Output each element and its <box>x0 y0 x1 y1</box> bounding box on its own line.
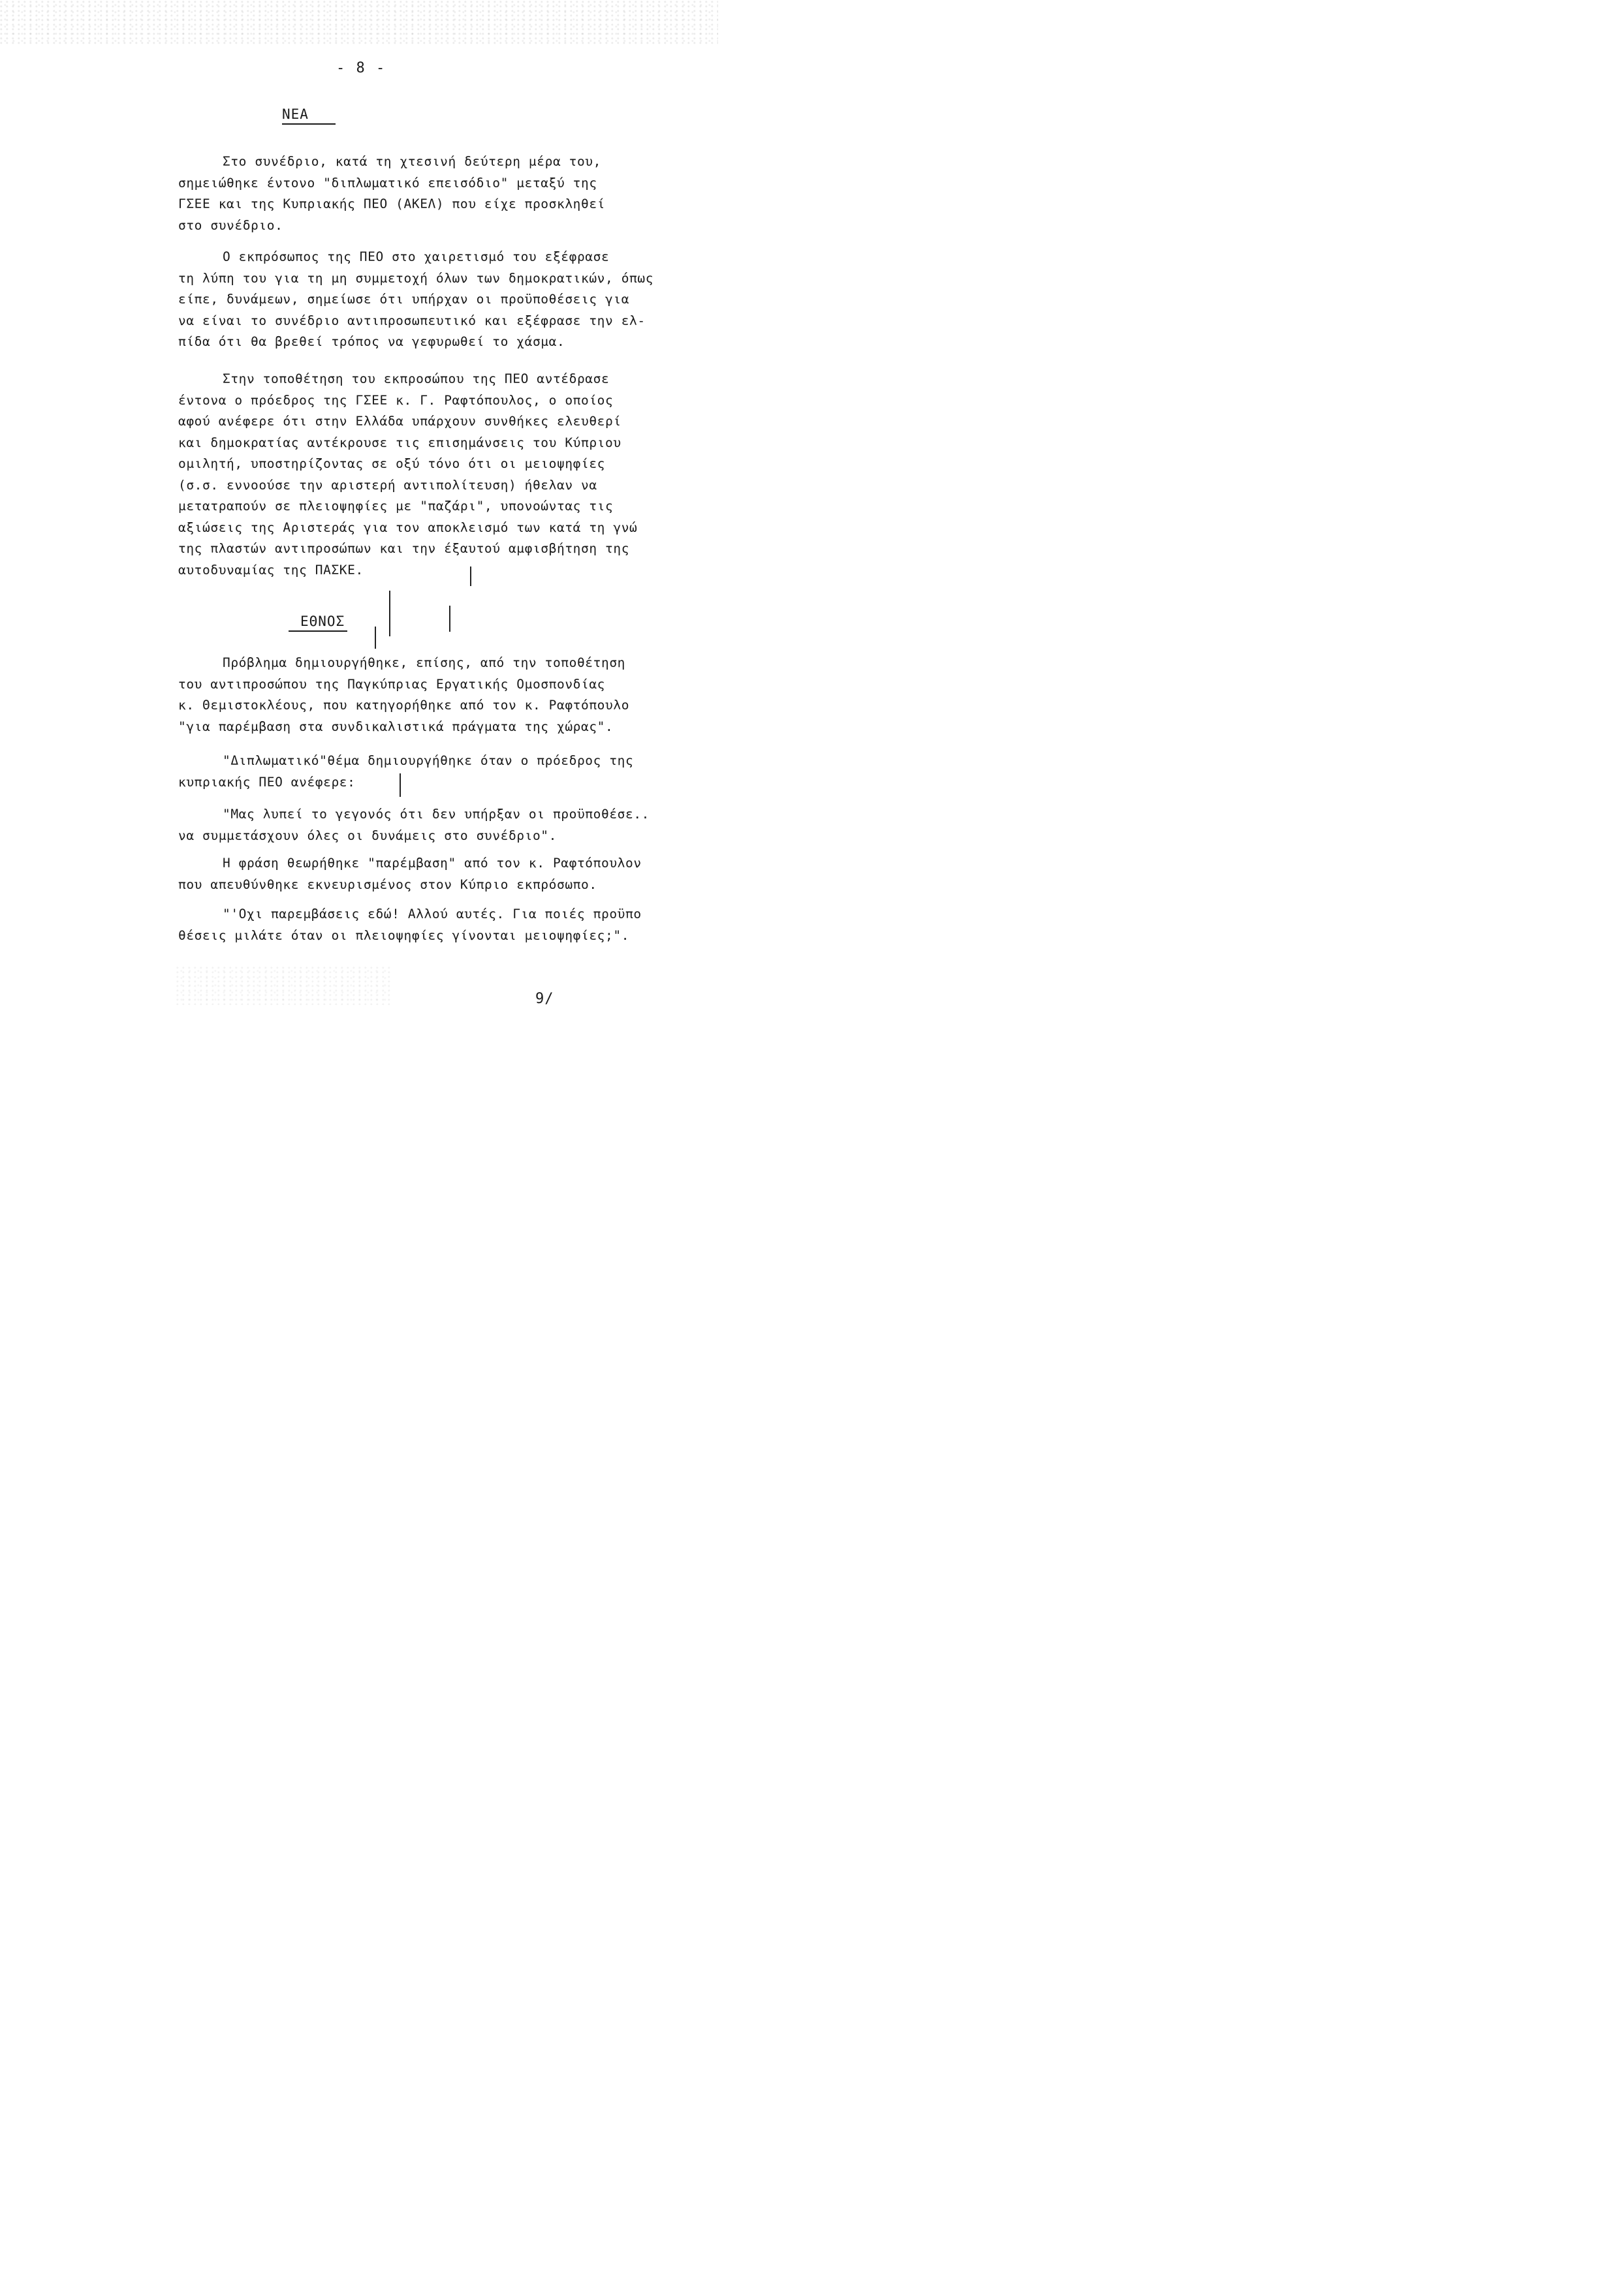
scan-noise-bottom <box>176 966 392 1005</box>
scan-noise-top <box>0 0 718 46</box>
text-line: του αντιπροσώπου της Παγκύπριας Εργατικής Ομοσπονδίας <box>178 676 606 692</box>
continuation-marker: 9/ <box>535 991 554 1007</box>
text-line: που απευθύνθηκε εκνευρισμένος στον Κύπριο εκπρόσωπο. <box>178 877 597 892</box>
heading-underline <box>289 630 347 632</box>
text-line: θέσεις μιλάτε όταν οι πλειοψηφίες γίνονται μειοψηφίες;". <box>178 927 630 943</box>
text-line: κ. Θεμιστοκλέους, που κατηγορήθηκε από τον κ. Ραφτόπουλο <box>178 698 630 713</box>
text-line: στο συνέδριο. <box>178 217 283 233</box>
text-line: (σ.σ. εννοούσε την αριστερή αντιπολίτευση) ήθελαν να <box>178 477 597 493</box>
text-line: "Διπλωματικό"θέμα δημιουργήθηκε όταν ο πρόεδρος της <box>223 753 634 768</box>
scan-mark <box>470 566 471 586</box>
text-line: Ο εκπρόσωπος της ΠΕΟ στο χαιρετισμό του εξέφρασε <box>223 249 610 264</box>
text-line: Στο συνέδριο, κατά τη χτεσινή δεύτερη μέρα του, <box>223 154 601 169</box>
text-line: να συμμετάσχουν όλες οι δυνάμεις στο συνέδριο". <box>178 828 557 843</box>
text-line: αυτοδυναμίας της ΠΑΣΚΕ. <box>178 562 364 578</box>
paragraph <box>178 369 674 581</box>
text-line: να είναι το συνέδριο αντιπροσωπευτικό και εξέφρασε την ελ- <box>178 313 646 328</box>
text-line: έντονα ο πρόεδρος της ΓΣΕΕ κ. Γ. Ραφτόπουλος, ο οποίος <box>178 392 614 408</box>
text-line: "'Οχι παρεμβάσεις εδώ! Αλλού αυτές. Για ποιές προϋπο <box>223 907 642 922</box>
section-heading-nea <box>282 106 336 125</box>
scan-mark <box>400 773 401 797</box>
page-number: - 8 - <box>336 60 386 76</box>
text-line: Στην τοποθέτηση του εκπροσώπου της ΠΕΟ αντέδρασε <box>223 371 610 386</box>
paragraph <box>178 653 674 737</box>
paragraph <box>178 853 674 895</box>
section-heading-ethnos <box>300 613 347 632</box>
paragraph <box>178 804 674 846</box>
text-line: Η φράση θεωρήθηκε "παρέμβαση" από τον κ. Ραφτόπουλον <box>223 856 642 871</box>
text-line: κυπριακής ΠΕΟ ανέφερε: <box>178 774 356 790</box>
heading-text: ΕΘΝΟΣ <box>300 613 345 629</box>
text-line: πίδα ότι θα βρεθεί τρόπος να γεφυρωθεί το χάσμα. <box>178 334 565 349</box>
text-line: μετατραπούν σε πλειοψηφίες με "παζάρι", υπονοώντας τις <box>178 499 614 514</box>
text-line: ομιλητή, υποστηρίζοντας σε οξύ τόνο ότι οι μειοψηφίες <box>178 456 606 471</box>
paragraph <box>178 151 674 236</box>
paragraph <box>178 247 674 353</box>
text-line: ΓΣΕΕ και της Κυπριακής ΠΕΟ (ΑΚΕΛ) που είχε προσκληθεί <box>178 196 606 211</box>
text-line: αφού ανέφερε ότι στην Ελλάδα υπάρχουν συνθήκες ελευθερί <box>178 414 621 429</box>
text-line: "για παρέμβαση στα συνδικαλιστικά πράγματα της χώρας". <box>178 719 614 734</box>
paragraph <box>178 751 674 793</box>
scan-mark <box>389 591 390 636</box>
heading-underline <box>282 123 336 125</box>
text-line: αξιώσεις της Αριστεράς για τον αποκλεισμό των κατά τη γνώ <box>178 520 638 535</box>
paragraph <box>178 904 674 946</box>
text-line: είπε, δυνάμεων, σημείωσε ότι υπήρχαν οι προϋποθέσεις για <box>178 292 630 307</box>
text-line: τη λύπη του για τη μη συμμετοχή όλων των δημοκρατικών, όπως <box>178 270 654 286</box>
text-line: "Μας λυπεί το γεγονός ότι δεν υπήρξαν οι προϋποθέσε.. <box>223 807 650 822</box>
text-line: της πλαστών αντιπροσώπων και την έξαυτού αμφισβήτηση της <box>178 541 630 556</box>
text-line: σημειώθηκε έντονο "διπλωματικό επεισόδιο" μεταξύ της <box>178 175 597 191</box>
scan-mark <box>375 627 376 649</box>
scan-mark <box>449 606 450 632</box>
text-line: Πρόβλημα δημιουργήθηκε, επίσης, από την τοποθέτηση <box>223 655 625 670</box>
heading-text: ΝΕΑ <box>282 106 309 122</box>
text-line: και δημοκρατίας αντέκρουσε τις επισημάνσεις του Κύπριου <box>178 435 621 450</box>
